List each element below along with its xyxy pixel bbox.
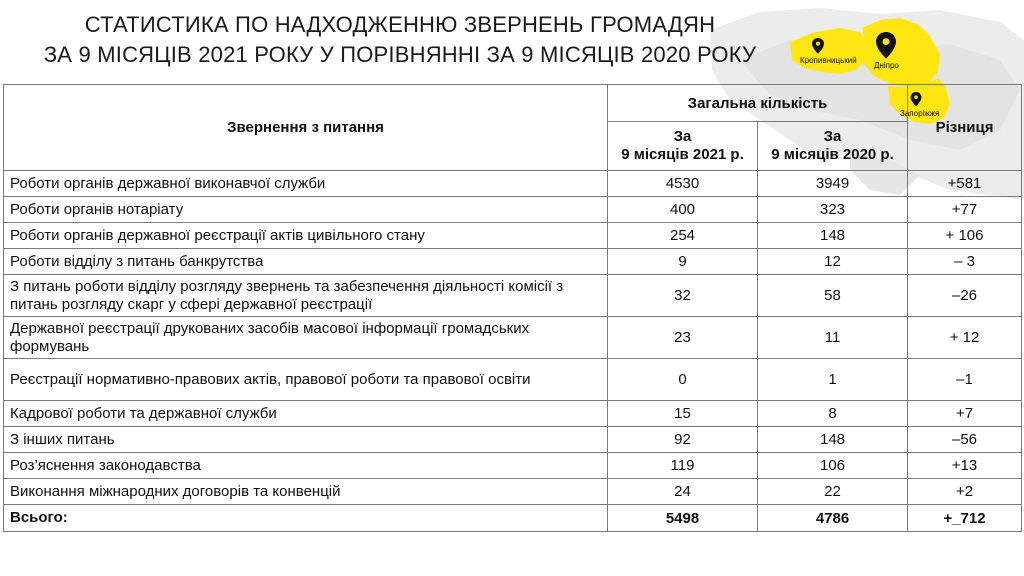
row-value-2020: 22 <box>758 479 908 505</box>
map-label-zaporizhzhia: Запоріжжя <box>900 109 940 118</box>
row-diff: +7 <box>908 401 1022 427</box>
row-value-2021: 32 <box>608 275 758 317</box>
table-row <box>4 359 1022 401</box>
total-label: Всього: <box>4 505 608 532</box>
table-row <box>4 275 1022 317</box>
total-value-2021: 5498 <box>608 505 758 532</box>
row-diff: + 106 <box>908 223 1022 249</box>
table-row <box>4 223 1022 249</box>
row-diff: – 3 <box>908 249 1022 275</box>
header-2021: За 9 місяців 2021 р. <box>608 122 758 171</box>
row-label: Роботи органів державної реєстрації актів цивільного стану <box>4 223 608 249</box>
row-label: Кадрової роботи та державної служби <box>4 401 608 427</box>
total-value-2020: 4786 <box>758 505 908 532</box>
table-row <box>4 479 1022 505</box>
row-diff: –56 <box>908 427 1022 453</box>
title-line-2: ЗА 9 МІСЯЦІВ 2021 РОКУ У ПОРІВНЯННІ ЗА 9 МІСЯЦІВ 2020 РОКУ <box>43 42 757 67</box>
title-line-1: СТАТИСТИКА ПО НАДХОДЖЕННЮ ЗВЕРНЕНЬ ГРОМАДЯН <box>84 12 716 37</box>
map-label-kropyvnytskyi: Кропивницький <box>800 56 857 65</box>
row-value-2021: 24 <box>608 479 758 505</box>
row-label: Роз’яснення законодавства <box>4 453 608 479</box>
row-value-2021: 0 <box>608 359 758 401</box>
row-value-2020: 148 <box>758 223 908 249</box>
row-label: Реєстрації нормативно-правових актів, правової роботи та правової освіти <box>4 359 608 401</box>
table-row <box>4 171 1022 197</box>
row-label: Роботи відділу з питань банкрутства <box>4 249 608 275</box>
row-diff: –26 <box>908 275 1022 317</box>
total-diff: +_712 <box>908 505 1022 532</box>
row-diff: +2 <box>908 479 1022 505</box>
row-value-2021: 119 <box>608 453 758 479</box>
table-row <box>4 317 1022 359</box>
row-label: З інших питань <box>4 427 608 453</box>
table-row <box>4 427 1022 453</box>
header-total: Загальна кількість <box>608 85 908 122</box>
header-topic: Звернення з питання <box>4 85 608 171</box>
row-value-2021: 23 <box>608 317 758 359</box>
row-value-2020: 58 <box>758 275 908 317</box>
row-value-2020: 323 <box>758 197 908 223</box>
row-value-2021: 4530 <box>608 171 758 197</box>
region-dnipro <box>862 18 940 88</box>
table-row <box>4 249 1022 275</box>
region-kirovohrad <box>790 28 868 74</box>
table-row <box>4 453 1022 479</box>
row-value-2021: 92 <box>608 427 758 453</box>
row-value-2020: 3949 <box>758 171 908 197</box>
row-value-2021: 254 <box>608 223 758 249</box>
row-value-2020: 1 <box>758 359 908 401</box>
row-value-2020: 11 <box>758 317 908 359</box>
row-value-2020: 8 <box>758 401 908 427</box>
header-2020: За 9 місяців 2020 р. <box>758 122 908 171</box>
table-row <box>4 401 1022 427</box>
table-row <box>4 197 1022 223</box>
row-diff: +581 <box>908 171 1022 197</box>
row-label: Виконання міжнародних договорів та конвенцій <box>4 479 608 505</box>
row-diff: + 12 <box>908 317 1022 359</box>
row-value-2021: 400 <box>608 197 758 223</box>
total-row <box>4 505 1022 532</box>
row-value-2020: 106 <box>758 453 908 479</box>
row-diff: +77 <box>908 197 1022 223</box>
row-value-2021: 15 <box>608 401 758 427</box>
statistics-table <box>3 84 1022 532</box>
row-value-2021: 9 <box>608 249 758 275</box>
row-label: Роботи органів державної виконавчої служби <box>4 171 608 197</box>
page-title <box>20 10 780 70</box>
header-diff: Різниця <box>908 85 1022 171</box>
row-diff: +13 <box>908 453 1022 479</box>
row-value-2020: 148 <box>758 427 908 453</box>
row-diff: –1 <box>908 359 1022 401</box>
row-label: З питань роботи відділу розгляду звернень та забезпечення діяльності комісії з питань розгляду скарг у сфері державної реєстрації <box>4 275 608 317</box>
row-label: Роботи органів нотаріату <box>4 197 608 223</box>
map-label-dnipro: Дніпро <box>874 61 899 70</box>
row-value-2020: 12 <box>758 249 908 275</box>
row-label: Державної реєстрації друкованих засобів масової інформації громадських формувань <box>4 317 608 359</box>
